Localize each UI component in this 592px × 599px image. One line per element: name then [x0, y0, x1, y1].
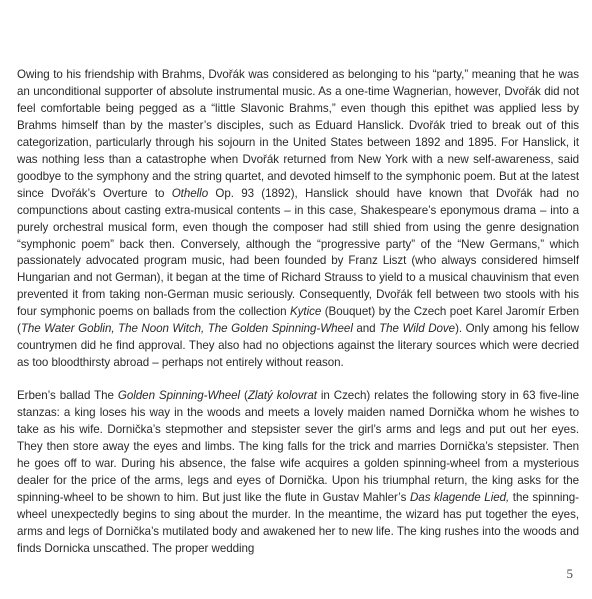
text-run: in Czech) relates the following story in 63 five-line stanzas: a king loses his way in the woods and meets a lovely maiden named Dornička whom he wishes to take as his wife. Dornička’s stepmother and stepsister sever the girl’s arms and legs and put out her eyes. They then store away the eyes and limbs. The king falls for the trick and marries Dornička’s stepsister. Then he goes off to war. During his absence, the false wife acquires a golden spinning-wheel from a mysterious dealer for the price of the arms, legs and eyes of Dornička. Upon his triumphal return, the king asks for the spinning-wheel to be shown to him. But just like the flute in Gustav Mahler’s — [17, 389, 580, 504]
text-run: (Bouquet) by the Czech poet Karel Jaromír Erben ( — [17, 305, 580, 336]
paragraph-2 — [17, 388, 579, 558]
text-run: ( — [240, 389, 248, 403]
italic-text: Golden Spinning-Wheel — [117, 389, 241, 403]
text-run: Op. 93 (1892), Hanslick should have known that Dvořák had no compunctions about casting extra-musical contents – in this case, Shakespeare’s eponymous drama – into a purely orchestral musical form, even though the composer had still shied from using the genre designation “symphonic poem” back then. Conversely, although the “progressive party” of the “New Germans,” which passionately advocated program music, had been founded by Franz Liszt (who always considered himself Hungarian and not German), it began at the time of Richard Strauss to yield to a musical chauvinism that even prevented it from taking non-German music seriously. Consequently, Dvořák fell between two stools with his four symphonic poems on ballads from the collection — [17, 186, 579, 319]
text-run: the spinning-wheel unexpectedly begins to sing about the murder. In the meantime, the wizard has put together the eyes, arms and legs of Dornička’s mutilated body and awakened her to new life. The king rushes into the woods and finds Dornicka unscathed. The proper wedding — [17, 490, 579, 555]
italic-text: Othello — [171, 186, 209, 200]
paragraph-1 — [17, 67, 579, 372]
text-run: and — [352, 322, 380, 336]
italic-text: Das klagende Lied, — [409, 490, 510, 504]
text-run: ). Only among his fellow countrymen did he find approval. They also had no objections against the literary sources which were decried as too bloodthirsty abroad – perhaps not entirely without reason. — [17, 322, 579, 370]
text-run: Owing to his friendship with Brahms, Dvořák was considered as belonging to his “party,” meaning that he was an unconditional supporter of absolute instrumental music. As a one-time Wagnerian, however, Dvořák did not feel comfortable being pegged as a “little Slavonic Brahms,” even though this epithet was applied less by Brahms himself than by the master’s disciples, such as Eduard Hanslick. Dvořák tried to break out of this categorization, particularly through his sojourn in the United States between 1892 and 1895. For Hanslick, it was nothing less than a catastrophe when Dvořák returned from New York with a new self-awareness, said goodbye to the symphony and the string quartet, and devoted himself to the symphonic poem. But at the latest since Dvořák’s Overture to — [17, 68, 579, 200]
italic-text: Zlatý kolovrat — [247, 389, 317, 403]
italic-text: The Water Goblin, The Noon Witch, The Golden Spinning-Wheel — [20, 322, 353, 336]
page-number: 5 — [566, 566, 573, 581]
document-page — [17, 67, 579, 558]
italic-text: Kytice — [290, 305, 322, 319]
italic-text: The Wild Dove — [379, 322, 456, 336]
text-run: Erben’s ballad The — [17, 389, 118, 403]
